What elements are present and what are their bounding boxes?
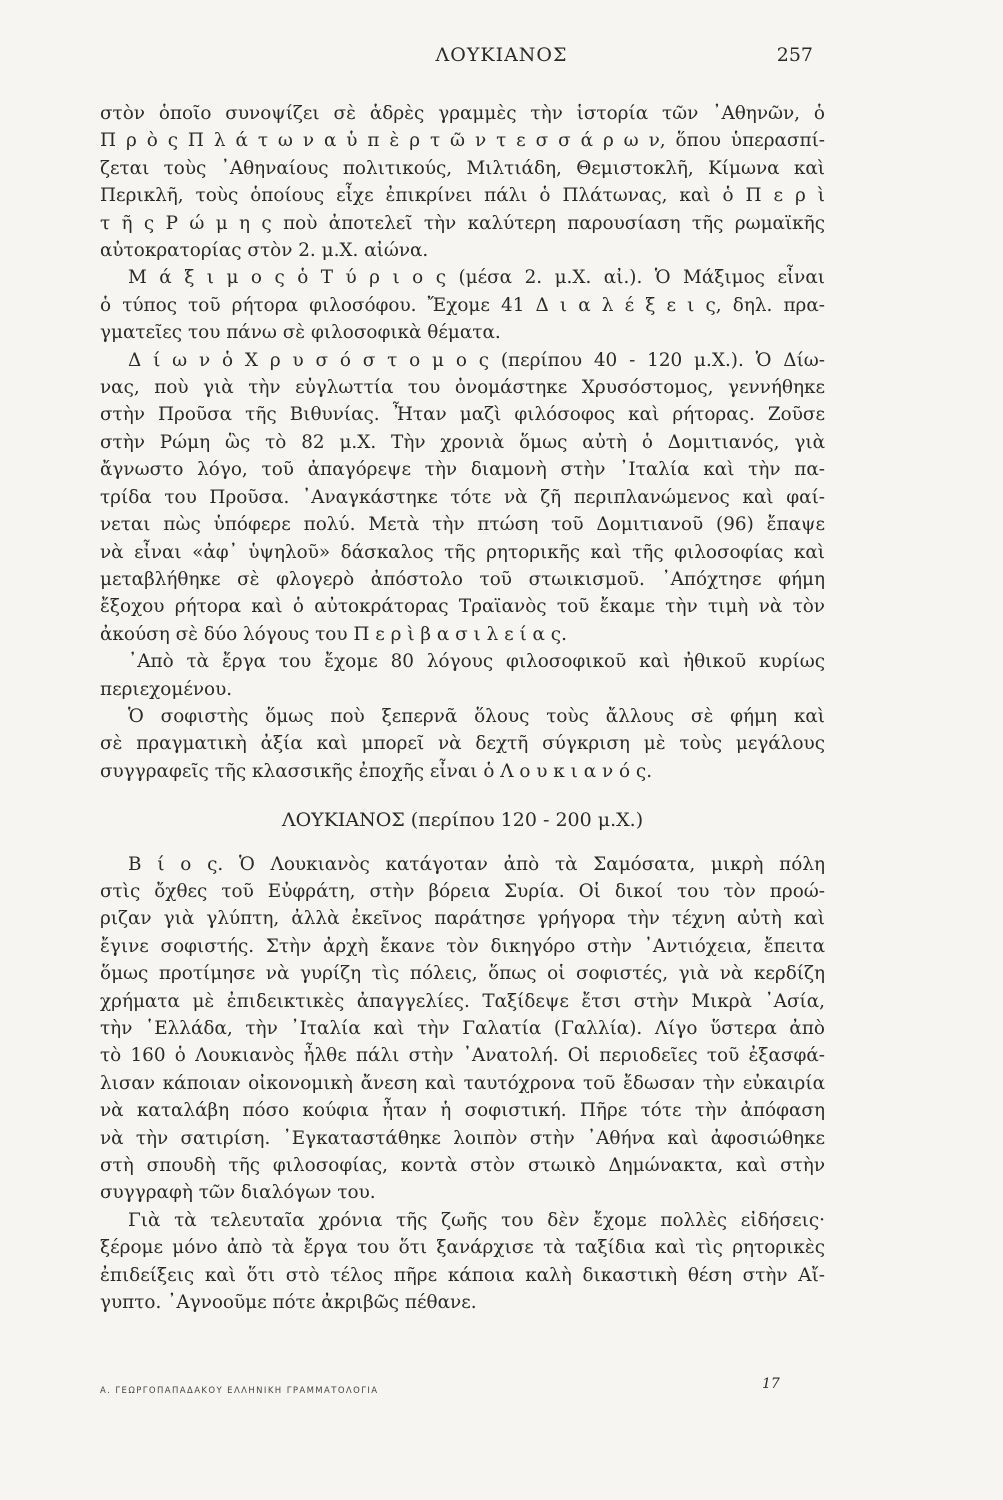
text-line: τὴν ῾Ελλάδα, τὴν ᾿Ιταλία καὶ τὴν Γαλατία (Γαλλία). Λίγο ὕστερα ἀπὸ bbox=[100, 1018, 825, 1039]
text-line: Γιὰ τὰ τελευταῖα χρόνια τῆς ζωῆς του δὲν ἔχομε πολλὲς εἰδήσεις· bbox=[128, 1209, 825, 1231]
text-line: ὁ τύπος τοῦ ρήτορα φιλοσόφου. Ἔχομε 41 Δ ι α λ έ ξ ε ι ς, δηλ. πρα- bbox=[100, 294, 825, 316]
text-line: συγγραφὴ τῶν διαλόγων του. bbox=[100, 1182, 376, 1204]
text-line: Β ί ο ς. Ὁ Λουκιανὸς κατάγοταν ἀπὸ τὰ Σαμόσατα, μικρὴ πόλη bbox=[128, 853, 825, 875]
page-number: 257 bbox=[776, 44, 813, 66]
text-line: στὴν Ρώμη ὣς τὸ 82 μ.Χ. Τὴν χρονιὰ ὅμως αὐτὴ ὁ Δομιτιανός, γιὰ bbox=[100, 431, 825, 453]
text-line: νὰ τὴν σατιρίση. ᾿Εγκαταστάθηκε λοιπὸν στὴν ᾿Αθήνα καὶ ἀφοσιώθηκε bbox=[100, 1127, 825, 1149]
body-text bbox=[100, 100, 825, 1316]
text-line: ἐπιδείξεις καὶ ὅτι στὸ τέλος πῆρε κάποια καλὴ δικαστικὴ θέση στὴν Αἴ- bbox=[100, 1264, 825, 1286]
text-line: ριζαν γιὰ γλύπτη, ἀλλὰ ἐκεῖνος παράτησε γρήγορα τὴν τέχνη αὐτὴ καὶ bbox=[100, 908, 825, 930]
text-line: ἄγνωστο λόγο, τοῦ ἀπαγόρεψε τὴν διαμονὴ στὴν ᾿Ιταλία καὶ τὴν πα- bbox=[100, 459, 825, 481]
running-header: ΛΟΥΚΙΑΝΟΣ bbox=[435, 44, 568, 66]
text-line: ἀκούση σὲ δύο λόγους του Π ε ρ ὶ β α σ ι λ ε ί α ς. bbox=[100, 623, 567, 645]
signature-mark: 17 bbox=[762, 1376, 780, 1392]
text-line: τὸ 160 ὁ Λουκιανὸς ἦλθε πάλι στὴν ᾿Ανατολή. Οἱ περιοδεῖες τοῦ ἐξασφά- bbox=[100, 1045, 825, 1067]
text-line: ὅμως προτίμησε νὰ γυρίζη τὶς πόλεις, ὅπως οἱ σοφιστές, γιὰ νὰ κερδίζη bbox=[100, 963, 825, 985]
text-line: ᾿Απὸ τὰ ἔργα του ἔχομε 80 λόγους φιλοσοφικοῦ καὶ ἠθικοῦ κυρίως bbox=[128, 651, 825, 673]
text-line: γυπτο. ᾿Αγνοοῦμε πότε ἀκριβῶς πέθανε. bbox=[100, 1292, 477, 1314]
text-line: Π ρ ὸ ς Π λ ά τ ω ν α ὑ π ὲ ρ τ ῶ ν τ ε σ σ ά ρ ω ν, ὅπου ὑπερασπί- bbox=[100, 130, 825, 152]
text-line: στὸν ὁποῖο συνοψίζει σὲ ἁδρὲς γραμμὲς τὴν ἱστορία τῶν ᾿Αθηνῶν, ὁ bbox=[100, 103, 825, 124]
text-line: γματεῖες του πάνω σὲ φιλοσοφικὰ θέματα. bbox=[100, 322, 501, 344]
text-line: Περικλῆ, τοὺς ὁποίους εἶχε ἐπικρίνει πάλι ὁ Πλάτωνας, καὶ ὁ Π ε ρ ὶ bbox=[100, 185, 825, 207]
text-line: συγγραφεῖς τῆς κλασσικῆς ἐποχῆς εἶναι ὁ Λ ο υ κ ι α ν ό ς. bbox=[100, 760, 653, 782]
text-line: χρήματα μὲ ἐπιδεικτικὲς ἀπαγγελίες. Ταξίδεψε ἔτσι στὴν Μικρὰ ᾿Ασία, bbox=[100, 990, 825, 1012]
text-line: μεταβλήθηκε σὲ φλογερὸ ἀπόστολο τοῦ στωικισμοῦ. ᾿Απόχτησε φήμη bbox=[100, 568, 825, 590]
text-line: τ ῆ ς Ρ ώ μ η ς ποὺ ἀποτελεῖ τὴν καλύτερη παρουσίαση τῆς ρωμαϊκῆς bbox=[100, 212, 825, 234]
text-line: λισαν κάποιαν οἰκονομικὴ ἄνεση καὶ ταυτόχρονα τοῦ ἔδωσαν τὴν εὐκαιρία bbox=[100, 1072, 825, 1094]
text-line: νας, ποὺ γιὰ τὴν εὐγλωττία του ὀνομάστηκε Χρυσόστομος, γεννήθηκε bbox=[100, 377, 825, 399]
text-line: Ὁ σοφιστὴς ὅμως ποὺ ξεπερνᾶ ὅλους τοὺς ἄλλους σὲ φήμη καὶ bbox=[128, 705, 825, 727]
text-line: αὐτοκρατορίας στὸν 2. μ.Χ. αἰώνα. bbox=[100, 240, 429, 262]
text-line: περιεχομένου. bbox=[100, 678, 233, 700]
text-line: νὰ εἶναι «ἀφ᾿ ὑψηλοῦ» δάσκαλος τῆς ρητορικῆς καὶ τῆς φιλοσοφίας καὶ bbox=[100, 541, 825, 563]
text-line: ζεται τοὺς ᾿Αθηναίους πολιτικούς, Μιλτιάδη, Θεμιστοκλῆ, Κίμωνα καὶ bbox=[100, 157, 825, 179]
text-line: ἔξοχου ρήτορα καὶ ὁ αὐτοκράτορας Τραϊανὸς τοῦ ἔκαμε τὴν τιμὴ νὰ τὸν bbox=[100, 596, 825, 618]
text-line: Δ ί ω ν ὁ Χ ρ υ σ ό σ τ ο μ ο ς (περίπου 40 - 120 μ.Χ.). Ὁ Δίω- bbox=[128, 349, 825, 371]
text-line: τρίδα του Προῦσα. ᾿Αναγκάστηκε τότε νὰ ζῆ περιπλανώμενος καὶ φαί- bbox=[100, 486, 825, 508]
text-line: νεται πὼς ὑπόφερε πολύ. Μετὰ τὴν πτώση τοῦ Δομιτιανοῦ (96) ἔπαψε bbox=[100, 514, 825, 536]
section-heading: ΛΟΥΚΙΑΝΟΣ (περίπου 120 - 200 μ.Χ.) bbox=[281, 809, 644, 832]
text-line: Μ ά ξ ι μ ο ς ὁ Τ ύ ρ ι ο ς (μέσα 2. μ.Χ. αἰ.). Ὁ Μάξιμος εἶναι bbox=[128, 267, 825, 289]
text-line: νὰ καταλάβη πόσο κούφια ἦταν ἡ σοφιστική. Πῆρε τότε τὴν ἀπόφαση bbox=[100, 1100, 825, 1122]
text-line: ξέρομε μόνο ἀπὸ τὰ ἔργα του ὅτι ξανάρχισε τὰ ταξίδια καὶ τὶς ρητορικὲς bbox=[100, 1237, 825, 1259]
footer-book-title: Α. ΓΕΩΡΓΟΠΑΠΑΔΑΚΟΥ ΕΛΛΗΝΙΚΗ ΓΡΑΜΜΑΤΟΛΟΓΙΑ bbox=[100, 1386, 379, 1396]
text-line: σὲ πραγματικὴ ἀξία καὶ μπορεῖ νὰ δεχτῆ σύγκριση μὲ τοὺς μεγάλους bbox=[100, 733, 825, 755]
text-line: ἔγινε σοφιστής. Στὴν ἀρχὴ ἔκανε τὸν δικηγόρο στὴν ᾿Αντιόχεια, ἔπειτα bbox=[100, 935, 825, 957]
text-line: στὴν Προῦσα τῆς Βιθυνίας. Ἦταν μαζὶ φιλόσοφος καὶ ρήτορας. Ζοῦσε bbox=[100, 404, 825, 426]
text-line: στὶς ὄχθες τοῦ Εὐφράτη, στὴν βόρεια Συρία. Οἱ δικοί του τὸν προώ- bbox=[100, 880, 825, 902]
text-line: στὴ σπουδὴ τῆς φιλοσοφίας, κοντὰ στὸν στωικὸ Δημώνακτα, καὶ στὴν bbox=[100, 1155, 825, 1177]
